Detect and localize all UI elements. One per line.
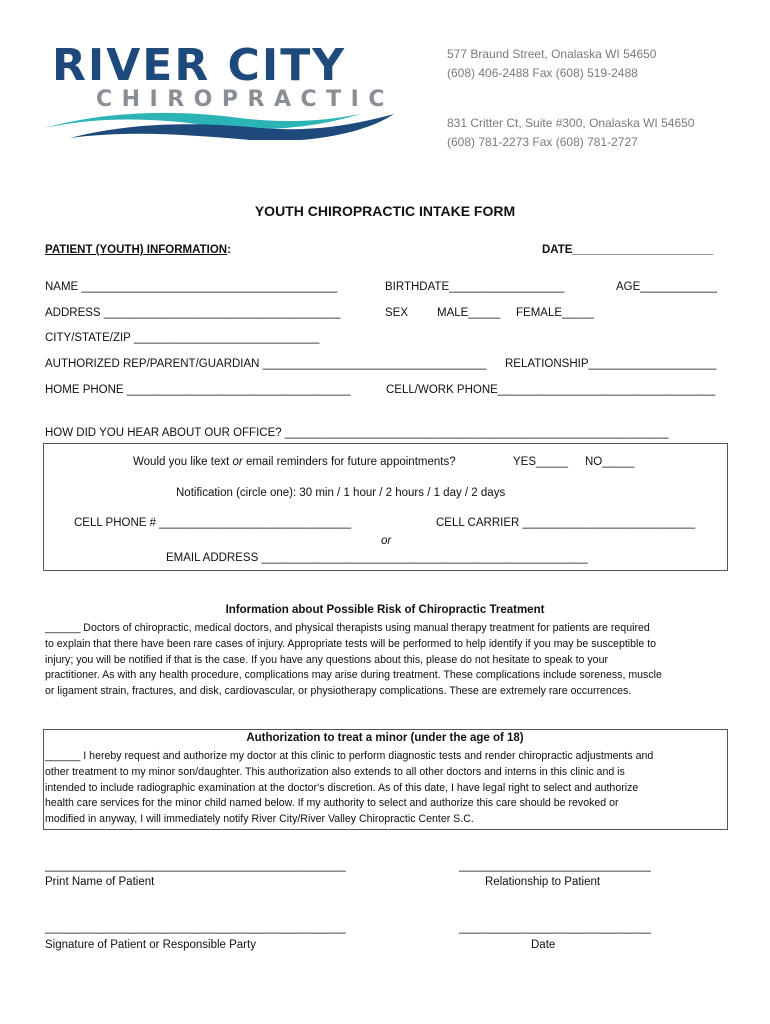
- location-2-phones: (608) 781-2273 Fax (608) 781-2727: [447, 135, 638, 149]
- reminder-or: or: [381, 535, 392, 547]
- risk-line: to explain that there have been rare cases of injury. Appropriate tests will be performed to help identify if you may be susceptible to: [45, 637, 657, 650]
- sex-label: SEX: [385, 307, 409, 319]
- birthdate-field[interactable]: BIRTHDATE__________________: [385, 281, 565, 293]
- location-1-street: 577 Braund Street, Onalaska WI 54650: [447, 47, 657, 61]
- authorization-line: intended to include radiographic examination at the doctor's discretion. As of this date, I have legal right to select and authorize: [45, 781, 639, 794]
- location-2-street: 831 Critter Ct, Suite #300, Onalaska WI 54650: [447, 116, 695, 130]
- address-field[interactable]: ADDRESS _____________________________________: [45, 307, 341, 319]
- signature-label: Signature of Patient or Responsible Party: [45, 939, 256, 951]
- authorization-paragraph: [45, 749, 653, 828]
- relationship-label: Relationship to Patient: [485, 876, 601, 888]
- cell-work-phone-field[interactable]: CELL/WORK PHONE__________________________________: [386, 384, 716, 396]
- reminder-question-or: or: [232, 456, 243, 468]
- form-title: YOUTH CHIROPRACTIC INTAKE FORM: [254, 203, 516, 219]
- authorization-line: health care services for the minor child named below. If my authority to select and authorize this care should be revoked or: [45, 797, 619, 810]
- notification-options[interactable]: Notification (circle one): 30 min / 1 hour / 2 hours / 1 day / 2 days: [176, 487, 506, 499]
- risk-line: injury; you will be notified if that is the case. If you have any questions about this, please do not hesitate to speak to your: [45, 653, 608, 666]
- home-phone-field[interactable]: HOME PHONE ___________________________________: [45, 384, 351, 396]
- reminder-question-pre: Would you like text: [133, 456, 233, 468]
- risk-line: or ligament strain, fractures, and disk, cardiovascular, or physiotherapy complications. These are extremely rare occurrences.: [45, 685, 632, 698]
- cell-carrier-field[interactable]: CELL CARRIER ___________________________: [436, 517, 696, 529]
- reminder-yes-field[interactable]: YES_____: [513, 456, 568, 468]
- name-field[interactable]: NAME ________________________________________: [45, 281, 338, 293]
- risk-paragraph: [45, 621, 662, 700]
- reminder-question-post: email reminders for future appointments?: [242, 456, 456, 468]
- age-field[interactable]: AGE____________: [616, 281, 718, 293]
- authorized-rep-field[interactable]: AUTHORIZED REP/PARENT/GUARDIAN ___________________________________: [45, 358, 487, 370]
- reminder-question: [133, 456, 456, 468]
- risk-line: practitioner. As with any health procedure, complications may arise during treatment. These complications include soreness, muscle: [45, 669, 662, 682]
- authorization-line: modified in anyway, I will immediately notify River City/River Valley Chiropractic Center S.C.: [45, 813, 474, 826]
- male-field[interactable]: MALE_____: [437, 307, 501, 319]
- location-1-phones: (608) 406-2488 Fax (608) 519-2488: [447, 66, 638, 80]
- clinic-logo: [40, 40, 400, 145]
- email-address-field[interactable]: EMAIL ADDRESS ___________________________________________________: [166, 552, 588, 564]
- reminder-cell-phone-field[interactable]: CELL PHONE # ______________________________: [74, 517, 352, 529]
- relationship-field[interactable]: RELATIONSHIP____________________: [505, 358, 717, 370]
- section-heading-colon: :: [227, 244, 231, 256]
- location-1: [447, 45, 656, 83]
- logo-line2: CHIROPRACTIC: [96, 87, 394, 112]
- risk-heading: Information about Possible Risk of Chiropractic Treatment: [225, 604, 545, 616]
- authorization-heading: Authorization to treat a minor (under the age of 18): [246, 732, 524, 744]
- signature-line[interactable]: _______________________________________________: [45, 922, 346, 934]
- female-field[interactable]: FEMALE_____: [516, 307, 594, 319]
- print-name-label: Print Name of Patient: [45, 876, 155, 888]
- print-name-line[interactable]: _______________________________________________: [45, 860, 346, 872]
- section-heading: PATIENT (YOUTH) INFORMATION: [45, 244, 228, 256]
- date-line[interactable]: ______________________________: [459, 922, 651, 934]
- city-state-zip-field[interactable]: CITY/STATE/ZIP _____________________________: [45, 332, 320, 344]
- date-field[interactable]: DATE______________________: [542, 244, 714, 256]
- authorization-line: other treatment to my minor son/daughter. This authorization also extends to all other doctors and interns in this clinic and is: [45, 765, 625, 778]
- date-label: Date: [531, 939, 556, 951]
- logo-line1: RIVER CITY: [52, 40, 347, 91]
- risk-line: ______ Doctors of chiropractic, medical doctors, and physical therapists using manual therapy treatment for patients are required: [45, 622, 650, 634]
- section-heading-wrap: [45, 244, 231, 256]
- reminder-no-field[interactable]: NO_____: [585, 456, 635, 468]
- authorization-line: ______ I hereby request and authorize my doctor at this clinic to perform diagnostic tests and render chiropractic adjustments and: [45, 750, 654, 762]
- location-2: [447, 114, 694, 152]
- relationship-line[interactable]: ______________________________: [459, 860, 651, 872]
- hear-about-field[interactable]: HOW DID YOU HEAR ABOUT OUR OFFICE? ____________________________________________________________: [45, 427, 669, 439]
